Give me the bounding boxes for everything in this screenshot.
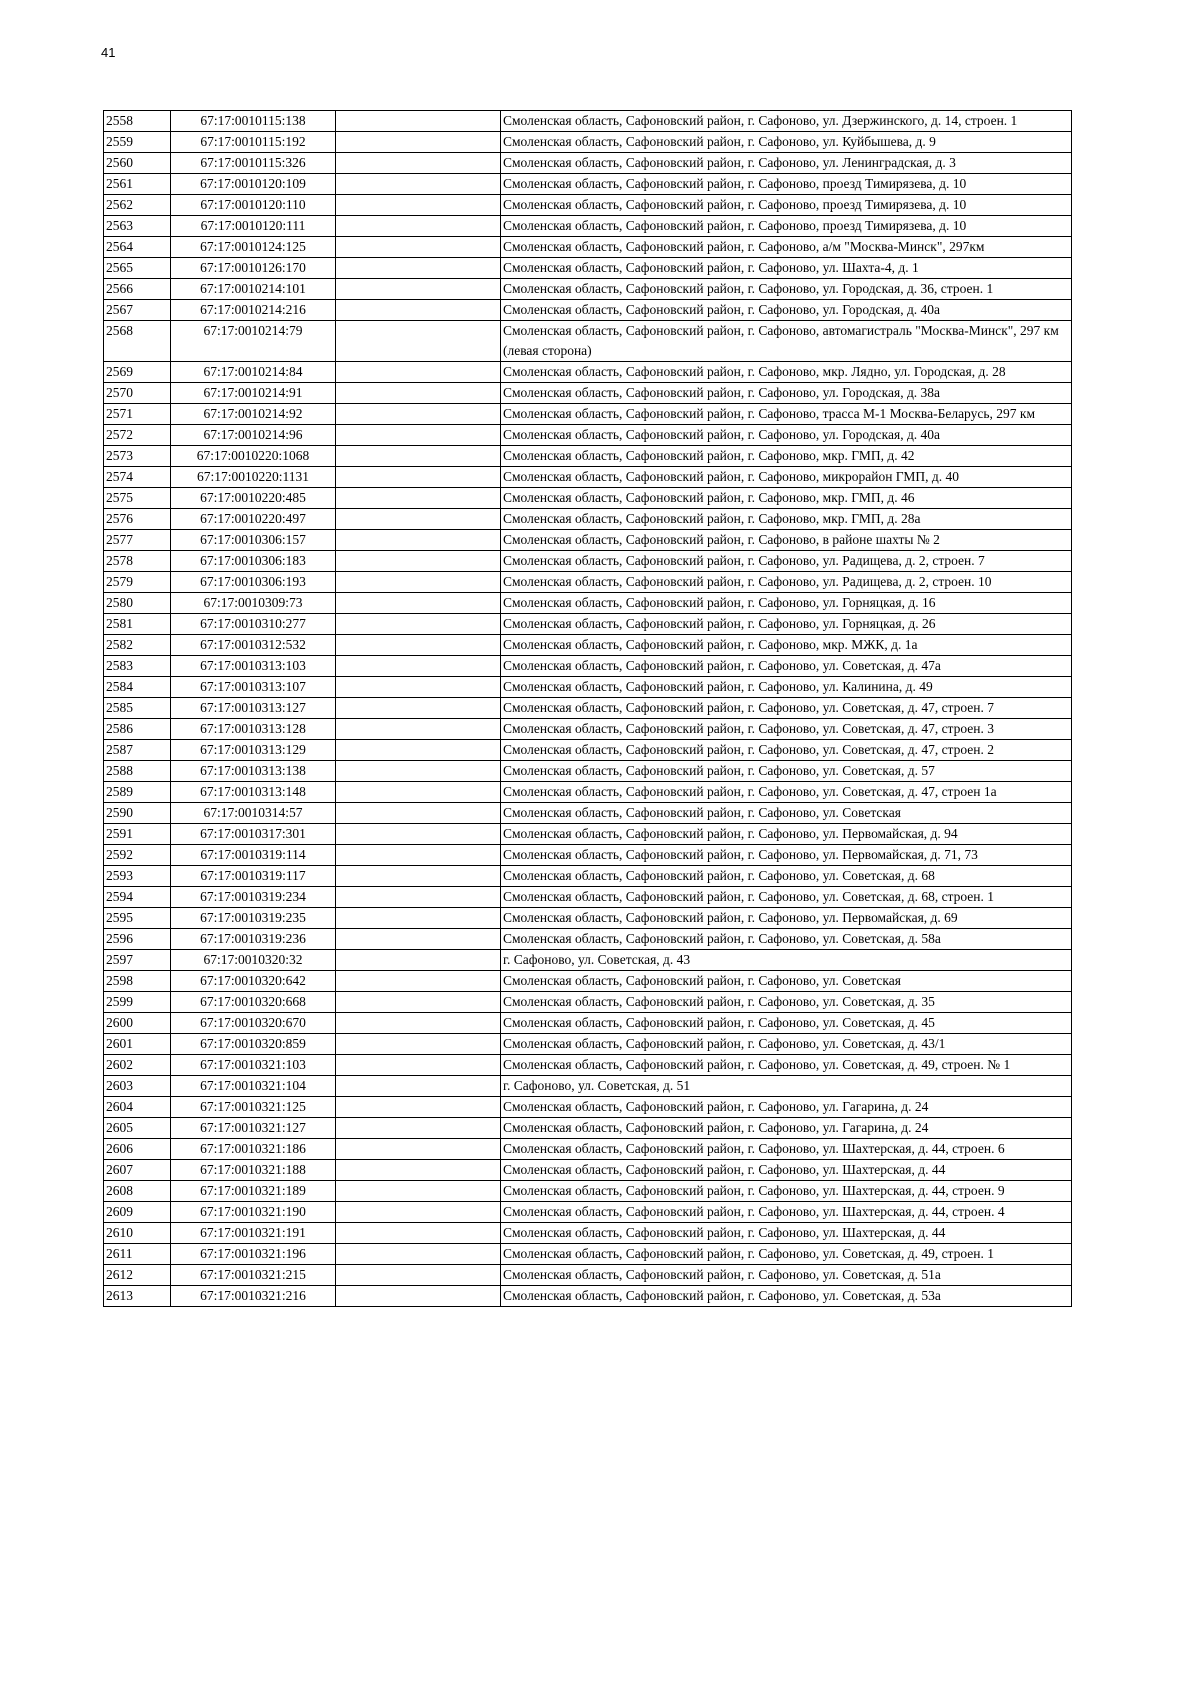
empty-cell (336, 1244, 501, 1265)
cadastral-number-cell: 67:17:0010313:107 (171, 677, 336, 698)
row-number-cell: 2612 (104, 1265, 171, 1286)
address-cell: Смоленская область, Сафоновский район, г. Сафоново, ул. Городская, д. 38а (501, 383, 1072, 404)
cadastral-number-cell: 67:17:0010120:109 (171, 174, 336, 195)
empty-cell (336, 1013, 501, 1034)
row-number-cell: 2595 (104, 908, 171, 929)
cadastral-number-cell: 67:17:0010309:73 (171, 593, 336, 614)
table-row (104, 216, 1072, 237)
row-number-cell: 2561 (104, 174, 171, 195)
cadastral-number-cell: 67:17:0010214:91 (171, 383, 336, 404)
row-number-cell: 2563 (104, 216, 171, 237)
address-cell: Смоленская область, Сафоновский район, г. Сафоново, проезд Тимирязева, д. 10 (501, 174, 1072, 195)
property-registry-table (103, 110, 1072, 1307)
cadastral-number-cell: 67:17:0010321:186 (171, 1139, 336, 1160)
cadastral-number-cell: 67:17:0010120:111 (171, 216, 336, 237)
cadastral-number-cell: 67:17:0010321:127 (171, 1118, 336, 1139)
address-cell: Смоленская область, Сафоновский район, г. Сафоново, ул. Первомайская, д. 94 (501, 824, 1072, 845)
row-number-cell: 2610 (104, 1223, 171, 1244)
empty-cell (336, 719, 501, 740)
empty-cell (336, 635, 501, 656)
empty-cell (336, 908, 501, 929)
row-number-cell: 2565 (104, 258, 171, 279)
table-row (104, 887, 1072, 908)
address-cell: Смоленская область, Сафоновский район, г. Сафоново, ул. Советская, д. 43/1 (501, 1034, 1072, 1055)
table-row (104, 614, 1072, 635)
cadastral-number-cell: 67:17:0010220:485 (171, 488, 336, 509)
row-number-cell: 2593 (104, 866, 171, 887)
table-row (104, 153, 1072, 174)
table-row (104, 782, 1072, 803)
table-row (104, 866, 1072, 887)
address-cell: Смоленская область, Сафоновский район, г. Сафоново, в районе шахты № 2 (501, 530, 1072, 551)
cadastral-number-cell: 67:17:0010306:157 (171, 530, 336, 551)
cadastral-number-cell: 67:17:0010115:192 (171, 132, 336, 153)
empty-cell (336, 887, 501, 908)
address-cell: Смоленская область, Сафоновский район, г. Сафоново, микрорайон ГМП, д. 40 (501, 467, 1072, 488)
row-number-cell: 2564 (104, 237, 171, 258)
empty-cell (336, 258, 501, 279)
cadastral-number-cell: 67:17:0010214:84 (171, 362, 336, 383)
cadastral-number-cell: 67:17:0010317:301 (171, 824, 336, 845)
address-cell: Смоленская область, Сафоновский район, г. Сафоново, ул. Первомайская, д. 69 (501, 908, 1072, 929)
row-number-cell: 2604 (104, 1097, 171, 1118)
row-number-cell: 2594 (104, 887, 171, 908)
cadastral-number-cell: 67:17:0010319:117 (171, 866, 336, 887)
address-cell: Смоленская область, Сафоновский район, г. Сафоново, ул. Дзержинского, д. 14, строен. 1 (501, 111, 1072, 132)
row-number-cell: 2591 (104, 824, 171, 845)
cadastral-number-cell: 67:17:0010313:127 (171, 698, 336, 719)
cadastral-number-cell: 67:17:0010320:859 (171, 1034, 336, 1055)
row-number-cell: 2603 (104, 1076, 171, 1097)
empty-cell (336, 782, 501, 803)
row-number-cell: 2570 (104, 383, 171, 404)
empty-cell (336, 614, 501, 635)
empty-cell (336, 1097, 501, 1118)
row-number-cell: 2575 (104, 488, 171, 509)
empty-cell (336, 509, 501, 530)
row-number-cell: 2567 (104, 300, 171, 321)
address-cell: Смоленская область, Сафоновский район, г. Сафоново, ул. Калинина, д. 49 (501, 677, 1072, 698)
address-cell: Смоленская область, Сафоновский район, г. Сафоново, ул. Шахтерская, д. 44, строен. 4 (501, 1202, 1072, 1223)
empty-cell (336, 1139, 501, 1160)
table-row (104, 698, 1072, 719)
table-row (104, 1286, 1072, 1307)
address-cell: Смоленская область, Сафоновский район, г. Сафоново, ул. Городская, д. 36, строен. 1 (501, 279, 1072, 300)
empty-cell (336, 929, 501, 950)
cadastral-number-cell: 67:17:0010320:668 (171, 992, 336, 1013)
table-row (104, 446, 1072, 467)
cadastral-number-cell: 67:17:0010313:128 (171, 719, 336, 740)
row-number-cell: 2577 (104, 530, 171, 551)
empty-cell (336, 362, 501, 383)
cadastral-number-cell: 67:17:0010319:235 (171, 908, 336, 929)
table-row (104, 740, 1072, 761)
empty-cell (336, 425, 501, 446)
empty-cell (336, 1181, 501, 1202)
empty-cell (336, 300, 501, 321)
row-number-cell: 2601 (104, 1034, 171, 1055)
row-number-cell: 2572 (104, 425, 171, 446)
empty-cell (336, 530, 501, 551)
empty-cell (336, 971, 501, 992)
empty-cell (336, 740, 501, 761)
table-row (104, 425, 1072, 446)
address-cell: Смоленская область, Сафоновский район, г. Сафоново, мкр. ГМП, д. 28а (501, 509, 1072, 530)
empty-cell (336, 174, 501, 195)
row-number-cell: 2585 (104, 698, 171, 719)
row-number-cell: 2568 (104, 321, 171, 362)
address-cell: Смоленская область, Сафоновский район, г. Сафоново, проезд Тимирязева, д. 10 (501, 216, 1072, 237)
empty-cell (336, 1223, 501, 1244)
table-row (104, 845, 1072, 866)
row-number-cell: 2587 (104, 740, 171, 761)
address-cell: Смоленская область, Сафоновский район, г. Сафоново, ул. Советская, д. 45 (501, 1013, 1072, 1034)
address-cell: Смоленская область, Сафоновский район, г. Сафоново, мкр. Лядно, ул. Городская, д. 28 (501, 362, 1072, 383)
empty-cell (336, 111, 501, 132)
cadastral-number-cell: 67:17:0010321:216 (171, 1286, 336, 1307)
empty-cell (336, 656, 501, 677)
cadastral-number-cell: 67:17:0010306:183 (171, 551, 336, 572)
address-cell: Смоленская область, Сафоновский район, г. Сафоново, ул. Советская, д. 47, строен. 7 (501, 698, 1072, 719)
cadastral-number-cell: 67:17:0010319:114 (171, 845, 336, 866)
empty-cell (336, 195, 501, 216)
table-row (104, 1076, 1072, 1097)
table-row (104, 467, 1072, 488)
table-row (104, 1223, 1072, 1244)
empty-cell (336, 404, 501, 425)
row-number-cell: 2592 (104, 845, 171, 866)
table-row (104, 488, 1072, 509)
cadastral-number-cell: 67:17:0010312:532 (171, 635, 336, 656)
table-row (104, 635, 1072, 656)
table-row (104, 1034, 1072, 1055)
cadastral-number-cell: 67:17:0010321:188 (171, 1160, 336, 1181)
empty-cell (336, 992, 501, 1013)
cadastral-number-cell: 67:17:0010320:642 (171, 971, 336, 992)
empty-cell (336, 845, 501, 866)
empty-cell (336, 1034, 501, 1055)
table-row (104, 195, 1072, 216)
cadastral-number-cell: 67:17:0010321:215 (171, 1265, 336, 1286)
table-row (104, 1181, 1072, 1202)
empty-cell (336, 153, 501, 174)
table-row (104, 1244, 1072, 1265)
table-row (104, 383, 1072, 404)
address-cell: Смоленская область, Сафоновский район, г. Сафоново, ул. Гагарина, д. 24 (501, 1097, 1072, 1118)
cadastral-number-cell: 67:17:0010126:170 (171, 258, 336, 279)
table-row (104, 1055, 1072, 1076)
cadastral-number-cell: 67:17:0010115:326 (171, 153, 336, 174)
address-cell: Смоленская область, Сафоновский район, г. Сафоново, ул. Шахтерская, д. 44, строен. 9 (501, 1181, 1072, 1202)
cadastral-number-cell: 67:17:0010310:277 (171, 614, 336, 635)
table-row (104, 111, 1072, 132)
address-cell: г. Сафоново, ул. Советская, д. 43 (501, 950, 1072, 971)
cadastral-number-cell: 67:17:0010313:138 (171, 761, 336, 782)
address-cell: Смоленская область, Сафоновский район, г. Сафоново, ул. Шахтерская, д. 44 (501, 1160, 1072, 1181)
cadastral-number-cell: 67:17:0010214:92 (171, 404, 336, 425)
empty-cell (336, 1076, 501, 1097)
address-cell: Смоленская область, Сафоновский район, г. Сафоново, ул. Советская, д. 68 (501, 866, 1072, 887)
address-cell: Смоленская область, Сафоновский район, г. Сафоново, мкр. МЖК, д. 1а (501, 635, 1072, 656)
row-number-cell: 2597 (104, 950, 171, 971)
address-cell: Смоленская область, Сафоновский район, г. Сафоново, ул. Советская, д. 47, строен. 3 (501, 719, 1072, 740)
cadastral-number-cell: 67:17:0010220:1131 (171, 467, 336, 488)
row-number-cell: 2559 (104, 132, 171, 153)
cadastral-number-cell: 67:17:0010321:103 (171, 1055, 336, 1076)
table-row (104, 1202, 1072, 1223)
table-row (104, 1013, 1072, 1034)
table-row (104, 677, 1072, 698)
address-cell: Смоленская область, Сафоновский район, г. Сафоново, мкр. ГМП, д. 46 (501, 488, 1072, 509)
cadastral-number-cell: 67:17:0010321:190 (171, 1202, 336, 1223)
address-cell: Смоленская область, Сафоновский район, г. Сафоново, ул. Горняцкая, д. 16 (501, 593, 1072, 614)
table-row (104, 824, 1072, 845)
table-row (104, 551, 1072, 572)
table-row (104, 929, 1072, 950)
empty-cell (336, 1055, 501, 1076)
row-number-cell: 2613 (104, 1286, 171, 1307)
table-row (104, 593, 1072, 614)
row-number-cell: 2596 (104, 929, 171, 950)
row-number-cell: 2588 (104, 761, 171, 782)
table-row (104, 404, 1072, 425)
table-row (104, 174, 1072, 195)
empty-cell (336, 383, 501, 404)
cadastral-number-cell: 67:17:0010313:103 (171, 656, 336, 677)
address-cell: Смоленская область, Сафоновский район, г. Сафоново, ул. Куйбышева, д. 9 (501, 132, 1072, 153)
row-number-cell: 2583 (104, 656, 171, 677)
table-row (104, 321, 1072, 362)
empty-cell (336, 677, 501, 698)
cadastral-number-cell: 67:17:0010220:1068 (171, 446, 336, 467)
address-cell: Смоленская область, Сафоновский район, г. Сафоново, ул. Советская (501, 971, 1072, 992)
row-number-cell: 2574 (104, 467, 171, 488)
row-number-cell: 2609 (104, 1202, 171, 1223)
table-row (104, 530, 1072, 551)
table-row (104, 300, 1072, 321)
address-cell: Смоленская область, Сафоновский район, г. Сафоново, ул. Горняцкая, д. 26 (501, 614, 1072, 635)
cadastral-number-cell: 67:17:0010320:670 (171, 1013, 336, 1034)
table-row (104, 1265, 1072, 1286)
row-number-cell: 2608 (104, 1181, 171, 1202)
row-number-cell: 2579 (104, 572, 171, 593)
table-row (104, 803, 1072, 824)
row-number-cell: 2558 (104, 111, 171, 132)
address-cell: Смоленская область, Сафоновский район, г. Сафоново, а/м "Москва-Минск", 297км (501, 237, 1072, 258)
empty-cell (336, 1202, 501, 1223)
row-number-cell: 2606 (104, 1139, 171, 1160)
table-row (104, 992, 1072, 1013)
address-cell: Смоленская область, Сафоновский район, г. Сафоново, ул. Советская, д. 47, строен 1а (501, 782, 1072, 803)
table-row (104, 1118, 1072, 1139)
address-cell: Смоленская область, Сафоновский район, г. Сафоново, мкр. ГМП, д. 42 (501, 446, 1072, 467)
row-number-cell: 2586 (104, 719, 171, 740)
address-cell: Смоленская область, Сафоновский район, г. Сафоново, ул. Советская, д. 49, строен. 1 (501, 1244, 1072, 1265)
empty-cell (336, 698, 501, 719)
cadastral-number-cell: 67:17:0010220:497 (171, 509, 336, 530)
address-cell: Смоленская область, Сафоновский район, г. Сафоново, ул. Радищева, д. 2, строен. 7 (501, 551, 1072, 572)
row-number-cell: 2581 (104, 614, 171, 635)
row-number-cell: 2571 (104, 404, 171, 425)
row-number-cell: 2580 (104, 593, 171, 614)
empty-cell (336, 551, 501, 572)
page-number: 41 (101, 45, 116, 60)
row-number-cell: 2578 (104, 551, 171, 572)
empty-cell (336, 866, 501, 887)
address-cell: Смоленская область, Сафоновский район, г. Сафоново, ул. Радищева, д. 2, строен. 10 (501, 572, 1072, 593)
table-row (104, 237, 1072, 258)
address-cell: Смоленская область, Сафоновский район, г. Сафоново, ул. Советская, д. 58а (501, 929, 1072, 950)
table-row (104, 1139, 1072, 1160)
row-number-cell: 2573 (104, 446, 171, 467)
cadastral-number-cell: 67:17:0010214:101 (171, 279, 336, 300)
address-cell: Смоленская область, Сафоновский район, г. Сафоново, ул. Шахта-4, д. 1 (501, 258, 1072, 279)
empty-cell (336, 321, 501, 362)
address-cell: Смоленская область, Сафоновский район, г. Сафоново, ул. Городская, д. 40а (501, 425, 1072, 446)
empty-cell (336, 237, 501, 258)
address-cell: Смоленская область, Сафоновский район, г. Сафоново, ул. Советская, д. 53а (501, 1286, 1072, 1307)
row-number-cell: 2600 (104, 1013, 171, 1034)
cadastral-number-cell: 67:17:0010321:104 (171, 1076, 336, 1097)
cadastral-number-cell: 67:17:0010313:129 (171, 740, 336, 761)
empty-cell (336, 1160, 501, 1181)
table-row (104, 971, 1072, 992)
empty-cell (336, 572, 501, 593)
table-row (104, 761, 1072, 782)
empty-cell (336, 1265, 501, 1286)
row-number-cell: 2569 (104, 362, 171, 383)
cadastral-number-cell: 67:17:0010115:138 (171, 111, 336, 132)
cadastral-number-cell: 67:17:0010313:148 (171, 782, 336, 803)
row-number-cell: 2566 (104, 279, 171, 300)
table-row (104, 279, 1072, 300)
empty-cell (336, 446, 501, 467)
table-row (104, 908, 1072, 929)
address-cell: г. Сафоново, ул. Советская, д. 51 (501, 1076, 1072, 1097)
empty-cell (336, 1118, 501, 1139)
empty-cell (336, 216, 501, 237)
cadastral-number-cell: 67:17:0010214:216 (171, 300, 336, 321)
address-cell: Смоленская область, Сафоновский район, г. Сафоново, ул. Советская, д. 51а (501, 1265, 1072, 1286)
address-cell: Смоленская область, Сафоновский район, г. Сафоново, ул. Гагарина, д. 24 (501, 1118, 1072, 1139)
cadastral-number-cell: 67:17:0010319:236 (171, 929, 336, 950)
address-cell: Смоленская область, Сафоновский район, г. Сафоново, ул. Ленинградская, д. 3 (501, 153, 1072, 174)
empty-cell (336, 132, 501, 153)
empty-cell (336, 467, 501, 488)
cadastral-number-cell: 67:17:0010314:57 (171, 803, 336, 824)
empty-cell (336, 824, 501, 845)
address-cell: Смоленская область, Сафоновский район, г. Сафоново, ул. Советская, д. 68, строен. 1 (501, 887, 1072, 908)
table-row (104, 572, 1072, 593)
cadastral-number-cell: 67:17:0010124:125 (171, 237, 336, 258)
row-number-cell: 2611 (104, 1244, 171, 1265)
address-cell: Смоленская область, Сафоновский район, г. Сафоново, ул. Советская (501, 803, 1072, 824)
empty-cell (336, 950, 501, 971)
row-number-cell: 2602 (104, 1055, 171, 1076)
empty-cell (336, 761, 501, 782)
row-number-cell: 2599 (104, 992, 171, 1013)
empty-cell (336, 1286, 501, 1307)
table-row (104, 656, 1072, 677)
row-number-cell: 2576 (104, 509, 171, 530)
cadastral-number-cell: 67:17:0010321:189 (171, 1181, 336, 1202)
cadastral-number-cell: 67:17:0010214:79 (171, 321, 336, 362)
address-cell: Смоленская область, Сафоновский район, г. Сафоново, ул. Советская, д. 47а (501, 656, 1072, 677)
empty-cell (336, 279, 501, 300)
cadastral-number-cell: 67:17:0010320:32 (171, 950, 336, 971)
table-row (104, 1097, 1072, 1118)
empty-cell (336, 593, 501, 614)
address-cell: Смоленская область, Сафоновский район, г. Сафоново, ул. Советская, д. 49, строен. № 1 (501, 1055, 1072, 1076)
address-cell: Смоленская область, Сафоновский район, г. Сафоново, ул. Шахтерская, д. 44, строен. 6 (501, 1139, 1072, 1160)
row-number-cell: 2582 (104, 635, 171, 656)
address-cell: Смоленская область, Сафоновский район, г. Сафоново, ул. Шахтерская, д. 44 (501, 1223, 1072, 1244)
row-number-cell: 2589 (104, 782, 171, 803)
table-row (104, 1160, 1072, 1181)
cadastral-number-cell: 67:17:0010321:196 (171, 1244, 336, 1265)
address-cell: Смоленская область, Сафоновский район, г. Сафоново, проезд Тимирязева, д. 10 (501, 195, 1072, 216)
address-cell: Смоленская область, Сафоновский район, г. Сафоново, ул. Первомайская, д. 71, 73 (501, 845, 1072, 866)
address-cell: Смоленская область, Сафоновский район, г. Сафоново, автомагистраль "Москва-Минск", 297 км (левая сторона) (501, 321, 1072, 362)
cadastral-number-cell: 67:17:0010321:125 (171, 1097, 336, 1118)
table-row (104, 132, 1072, 153)
cadastral-number-cell: 67:17:0010120:110 (171, 195, 336, 216)
row-number-cell: 2584 (104, 677, 171, 698)
cadastral-number-cell: 67:17:0010306:193 (171, 572, 336, 593)
address-cell: Смоленская область, Сафоновский район, г. Сафоново, трасса М-1 Москва-Беларусь, 297 км (501, 404, 1072, 425)
table-row (104, 509, 1072, 530)
empty-cell (336, 488, 501, 509)
row-number-cell: 2607 (104, 1160, 171, 1181)
empty-cell (336, 803, 501, 824)
address-cell: Смоленская область, Сафоновский район, г. Сафоново, ул. Советская, д. 57 (501, 761, 1072, 782)
row-number-cell: 2560 (104, 153, 171, 174)
address-cell: Смоленская область, Сафоновский район, г. Сафоново, ул. Городская, д. 40а (501, 300, 1072, 321)
row-number-cell: 2605 (104, 1118, 171, 1139)
registry-body (104, 111, 1072, 1307)
cadastral-number-cell: 67:17:0010214:96 (171, 425, 336, 446)
table-row (104, 362, 1072, 383)
row-number-cell: 2598 (104, 971, 171, 992)
row-number-cell: 2562 (104, 195, 171, 216)
table-row (104, 719, 1072, 740)
row-number-cell: 2590 (104, 803, 171, 824)
cadastral-number-cell: 67:17:0010321:191 (171, 1223, 336, 1244)
table-row (104, 258, 1072, 279)
table-row (104, 950, 1072, 971)
address-cell: Смоленская область, Сафоновский район, г. Сафоново, ул. Советская, д. 35 (501, 992, 1072, 1013)
address-cell: Смоленская область, Сафоновский район, г. Сафоново, ул. Советская, д. 47, строен. 2 (501, 740, 1072, 761)
cadastral-number-cell: 67:17:0010319:234 (171, 887, 336, 908)
